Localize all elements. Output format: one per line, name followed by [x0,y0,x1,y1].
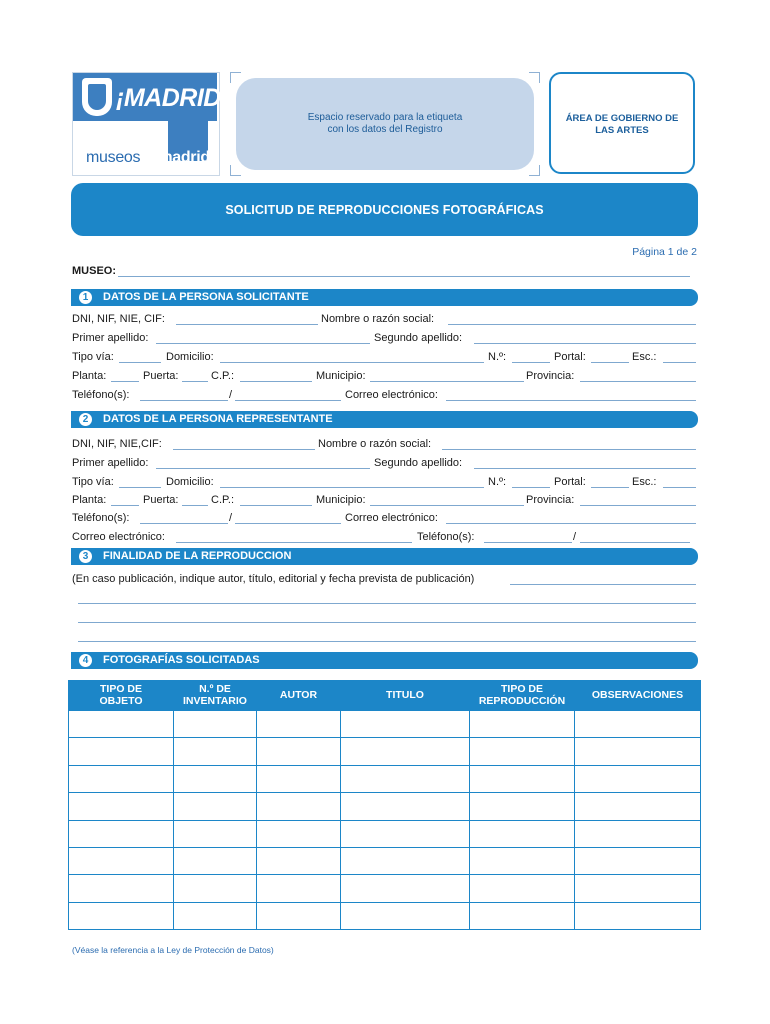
table-row[interactable] [68,820,701,821]
area-gobierno-text [549,113,695,137]
s2-domicilio-field[interactable] [220,487,484,488]
section2-number: 2 [79,413,92,426]
area-line2: LAS ARTES [595,125,649,136]
s3-field-line4[interactable] [78,641,696,642]
s2-portal-field[interactable] [591,487,629,488]
s2-telefono4-field[interactable] [580,542,690,543]
s2-provincia-label: Provincia: [526,494,575,506]
s2-tipovia-field[interactable] [119,487,161,488]
table-column-divider [469,680,470,929]
s2-tel2-slash: / [573,531,577,543]
s1-puerta-field[interactable] [182,381,208,382]
page-number: Página 1 de 2 [632,246,697,258]
s1-domicilio-field[interactable] [220,362,484,363]
s2-cp-label: C.P.: [211,494,235,506]
s2-telefono3-field[interactable] [484,542,572,543]
s2-numero-label: N.º: [488,476,507,488]
s1-telefono2-field[interactable] [235,400,341,401]
s2-telefono1-field[interactable] [140,523,228,524]
registry-line2: con los datos del Registro [327,124,443,135]
s1-correo-label: Correo electrónico: [345,389,438,401]
s2-tipovia-label: Tipo vía: [72,476,114,488]
col-header-autor [257,680,340,710]
table-row[interactable] [68,737,701,738]
col-tipo-objeto-l2: OBJETO [99,695,143,707]
s1-provincia-field[interactable] [580,381,696,382]
s2-cp-field[interactable] [240,505,312,506]
col-tipo-reproduccion-l1: TIPO DE [500,683,543,695]
photos-table [68,680,701,930]
museo-field[interactable] [118,276,690,277]
s1-esc-label: Esc.: [632,351,657,363]
s1-primer-field[interactable] [156,343,370,344]
registry-label-text [236,112,534,136]
s1-correo-field[interactable] [446,400,696,401]
table-row[interactable] [68,874,701,875]
s2-correo-field[interactable] [446,523,696,524]
s1-telefono1-field[interactable] [140,400,228,401]
col-tipo-objeto-l1: TIPO DE [99,683,142,695]
s1-cp-label: C.P.: [211,370,235,382]
s1-cp-field[interactable] [240,381,312,382]
area-line1: ÁREA DE GOBIERNO DE [565,113,679,124]
s2-correo2-field[interactable] [176,542,412,543]
s1-primer-label: Primer apellido: [72,332,149,344]
section1-title: DATOS DE LA PERSONA SOLICITANTE [103,291,309,303]
s2-numero-field[interactable] [512,487,550,488]
s2-nombre-field[interactable] [442,449,696,450]
table-row[interactable] [68,847,701,848]
section1-number: 1 [79,291,92,304]
col-titulo-label: TITULO [386,689,424,701]
s1-telefonos-label: Teléfono(s): [72,389,130,401]
s1-numero-field[interactable] [512,362,550,363]
s2-tel-slash: / [229,512,233,524]
col-autor-label: AUTOR [279,689,318,701]
s2-portal-label: Portal: [554,476,586,488]
s2-puerta-field[interactable] [182,505,208,506]
col-observaciones-label: OBSERVACIONES [591,689,684,701]
s1-municipio-label: Municipio: [316,370,366,382]
museos-de: de [140,149,159,166]
s2-municipio-label: Municipio: [316,494,366,506]
s1-esc-field[interactable] [663,362,696,363]
s2-telefono2-field[interactable] [235,523,341,524]
table-row[interactable] [68,902,701,903]
s3-field-line1[interactable] [510,584,696,585]
s3-instruction: (En caso publicación, indique autor, título, editorial y fecha prevista de publicación) [72,573,475,585]
col-tipo-reproduccion-l2: REPRODUCCIÓN [478,695,566,707]
s2-primer-field[interactable] [156,468,370,469]
section3-title: FINALIDAD DE LA REPRODUCCION [103,550,292,562]
s1-puerta-label: Puerta: [143,370,179,382]
s2-dni-field[interactable] [173,449,315,450]
footnote: (Véase la referencia a la Ley de Protección de Datos) [72,945,274,955]
table-column-divider [256,680,257,929]
s2-planta-label: Planta: [72,494,107,506]
col-inventario-l1: N.º DE [199,683,231,695]
registry-line1: Espacio reservado para la etiqueta [307,112,463,123]
s2-provincia-field[interactable] [580,505,696,506]
s2-correo2-label: Correo electrónico: [72,531,165,543]
madrid-logo-text: ¡MADRID! [116,84,229,112]
museos-logo-text [86,148,216,168]
s1-dni-label: DNI, NIF, NIE, CIF: [72,313,165,325]
s1-domicilio-label: Domicilio: [166,351,214,363]
section2-title: DATOS DE LA PERSONA REPRESENTANTE [103,413,333,425]
s2-dni-label: DNI, NIF, NIE,CIF: [72,438,162,450]
table-row[interactable] [68,765,701,766]
s1-provincia-label: Provincia: [526,370,575,382]
col-header-tipo-reproduccion [470,680,574,710]
s1-segundo-label: Segundo apellido: [374,332,463,344]
section4-number: 4 [79,654,92,667]
s2-segundo-field[interactable] [474,468,696,469]
section3-number: 3 [79,550,92,563]
s2-puerta-label: Puerta: [143,494,179,506]
s2-planta-field[interactable] [111,505,139,506]
table-row[interactable] [68,710,701,711]
col-header-observaciones [575,680,700,710]
table-column-divider [173,680,174,929]
table-row[interactable] [68,792,701,793]
s2-domicilio-label: Domicilio: [166,476,214,488]
s2-telefonos-label: Teléfono(s): [72,512,130,524]
s1-municipio-field[interactable] [370,381,524,382]
s2-correo-label: Correo electrónico: [345,512,438,524]
s2-segundo-label: Segundo apellido: [374,457,463,469]
museos-prefix: museos [86,149,141,166]
col-header-inventario [174,680,256,710]
s2-esc-field[interactable] [663,487,696,488]
s2-primer-label: Primer apellido: [72,457,149,469]
s1-nombre-label: Nombre o razón social: [321,313,435,325]
museo-label: MUSEO: [72,265,116,277]
madrid-shield-inner [88,84,106,110]
section4-title: FOTOGRAFÍAS SOLICITADAS [103,654,260,666]
s1-planta-label: Planta: [72,370,107,382]
s1-tel-slash: / [229,389,233,401]
museos-suffix: madrid [158,149,210,166]
s2-municipio-field[interactable] [370,505,524,506]
s1-portal-field[interactable] [591,362,629,363]
page-title: SOLICITUD DE REPRODUCCIONES FOTOGRÁFICAS [225,203,544,217]
s1-numero-label: N.º: [488,351,507,363]
table-column-divider [574,680,575,929]
s1-dni-field[interactable] [176,324,318,325]
s1-segundo-field[interactable] [474,343,696,344]
col-header-titulo [341,680,469,710]
s1-tipovia-field[interactable] [119,362,161,363]
col-header-tipo-objeto [69,680,173,710]
table-column-divider [340,680,341,929]
s2-esc-label: Esc.: [632,476,657,488]
s2-nombre-label: Nombre o razón social: [318,438,432,450]
col-inventario-l2: INVENTARIO [183,695,247,707]
s1-tipovia-label: Tipo vía: [72,351,114,363]
s1-planta-field[interactable] [111,381,139,382]
s3-field-line2[interactable] [78,603,696,604]
s1-nombre-field[interactable] [448,324,696,325]
s1-portal-label: Portal: [554,351,586,363]
s3-field-line3[interactable] [78,622,696,623]
s2-telefonos2-label: Teléfono(s): [417,531,475,543]
